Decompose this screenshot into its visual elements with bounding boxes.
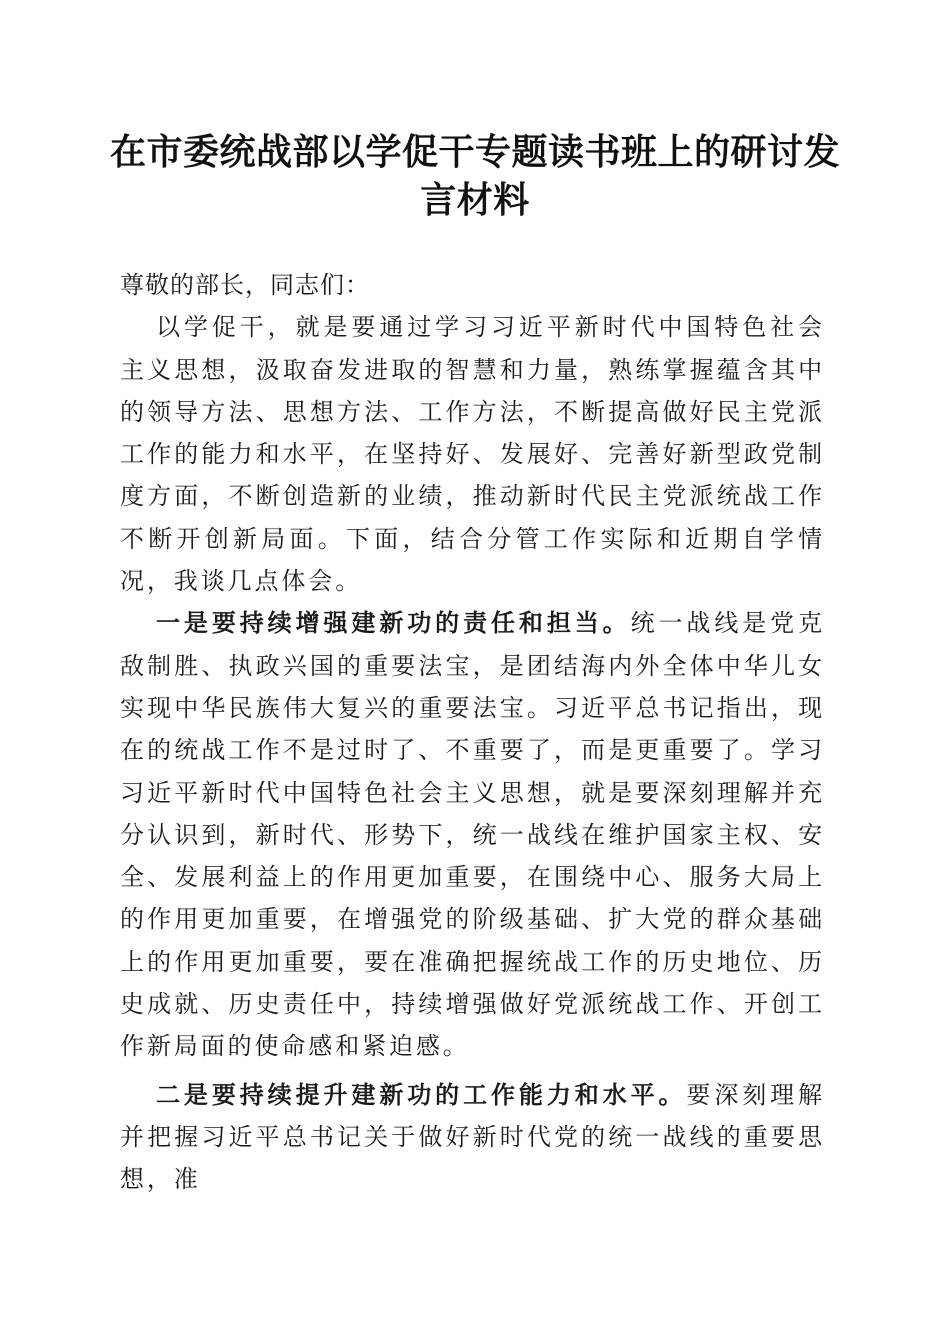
paragraph-lead: 一是要持续增强建新功的责任和担当。: [156, 608, 631, 638]
paragraph-point-two: [120, 1074, 825, 1201]
paragraph-text: 统一战线是党克敌制胜、执政兴国的重要法宝，是团结海内外全体中华儿女实现中华民族伟大复兴的重要法宝。习近平总书记指出，现在的统战工作不是过时了、不重要了，而是更重要了。学习习近平新时代中国特色社会主义思想，就是要深刻理解并充分认识到，新时代、形势下，统一战线在维护国家主权、安全、发展利益上的作用更加重要，在围绕中心、服务大局上的作用更加重要，在增强党的阶级基础、扩大党的群众基础上的作用更加重要，要在准确把握统战工作的历史地位、历史成就、历史责任中，持续增强做好党派统战工作、开创工作新局面的使命感和紧迫感。: [120, 609, 825, 1061]
paragraph-lead: 二是要持续提升建新功的工作能力和水平。: [156, 1079, 687, 1109]
paragraph-intro: [120, 306, 825, 602]
paragraph-text: 要深刻理解并把握习近平总书记关于做好新时代党的统一战线的重要思想，准: [120, 1080, 825, 1194]
paragraph-point-one: [120, 602, 825, 1067]
salutation: 尊敬的部长，同志们：: [120, 271, 370, 299]
document-title: 在市委统战部以学促干专题读书班上的研讨发言材料: [109, 131, 840, 221]
paragraph-text: 以学促干，就是要通过学习习近平新时代中国特色社会主义思想，汲取奋发进取的智慧和力量，熟练掌握蕴含其中的领导方法、思想方法、工作方法，不断提高做好民主党派工作的能力和水平，在坚持好、发展好、完善好新型政党制度方面，不断创造新的业绩，推动新时代民主党派统战工作不断开创新局面。下面，结合分管工作实际和近期自学情况，我谈几点体会。: [120, 313, 825, 596]
document-body: [120, 264, 825, 1201]
